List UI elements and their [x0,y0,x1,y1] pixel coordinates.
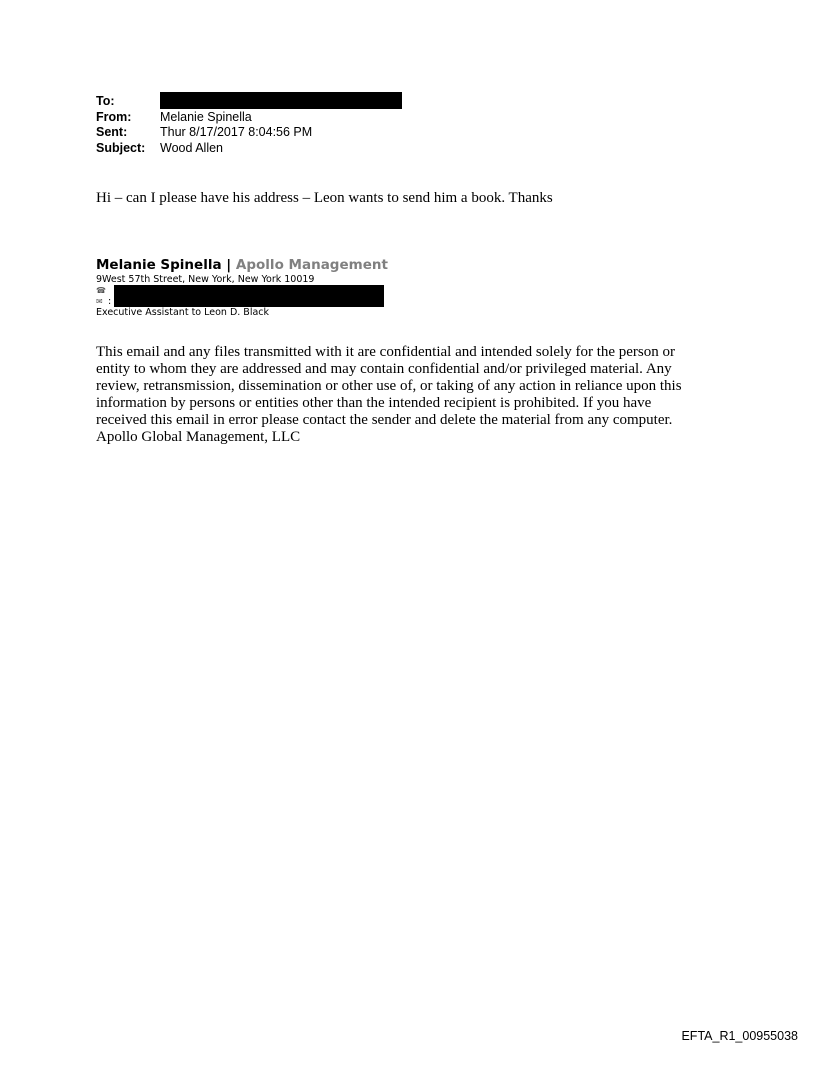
email-headers [96,94,402,156]
to-redaction [160,92,402,109]
signature-name-line [96,257,388,274]
email-body: Hi – can I please have his address – Leon wants to send him a book. Thanks [96,190,553,206]
to-label: To: [96,94,115,108]
email-colon: : [108,296,112,307]
disclaimer-line: This email and any files transmitted with it are confidential and intended solely for the person or [96,344,676,360]
sent-row [96,125,402,141]
disclaimer-line: information by persons or entities other than the intended recipient is prohibited. If you have [96,395,652,411]
signature-block [96,257,388,318]
disclaimer-line: review, retransmission, dissemination or other use of, or taking of any action in reliance upon this [96,378,682,394]
disclaimer-line: entity to whom they are addressed and may contain confidential and/or privileged material. Any [96,361,672,377]
subject-label: Subject: [96,140,146,155]
from-value: Melanie Spinella [160,109,252,124]
signature-address: 9West 57th Street, New York, New York 10019 [96,274,315,285]
subject-value: Wood Allen [160,140,224,155]
from-row [96,110,402,126]
signature-contact [96,285,388,307]
disclaimer-line: received this email in error please contact the sender and delete the material from any computer. [96,412,673,428]
signature-separator: | [221,257,236,273]
sent-value: Thur 8/17/2017 8:04:56 PM [160,125,313,139]
document-id: EFTA_R1_00955038 [681,1029,798,1043]
signature-name: Melanie Spinella [96,257,222,273]
envelope-icon: ✉ [96,297,103,306]
phone-icon: ☎ [96,286,106,295]
signature-company: Apollo Management [235,257,388,273]
to-row [96,94,402,110]
subject-row [96,141,402,157]
from-label: From: [96,109,132,124]
sent-label: Sent: [96,125,128,139]
signature-title: Executive Assistant to Leon D. Black [96,307,270,318]
disclaimer-line: Apollo Global Management, LLC [96,429,301,445]
signature-contact-redaction [114,285,384,307]
confidentiality-disclaimer [96,344,736,446]
